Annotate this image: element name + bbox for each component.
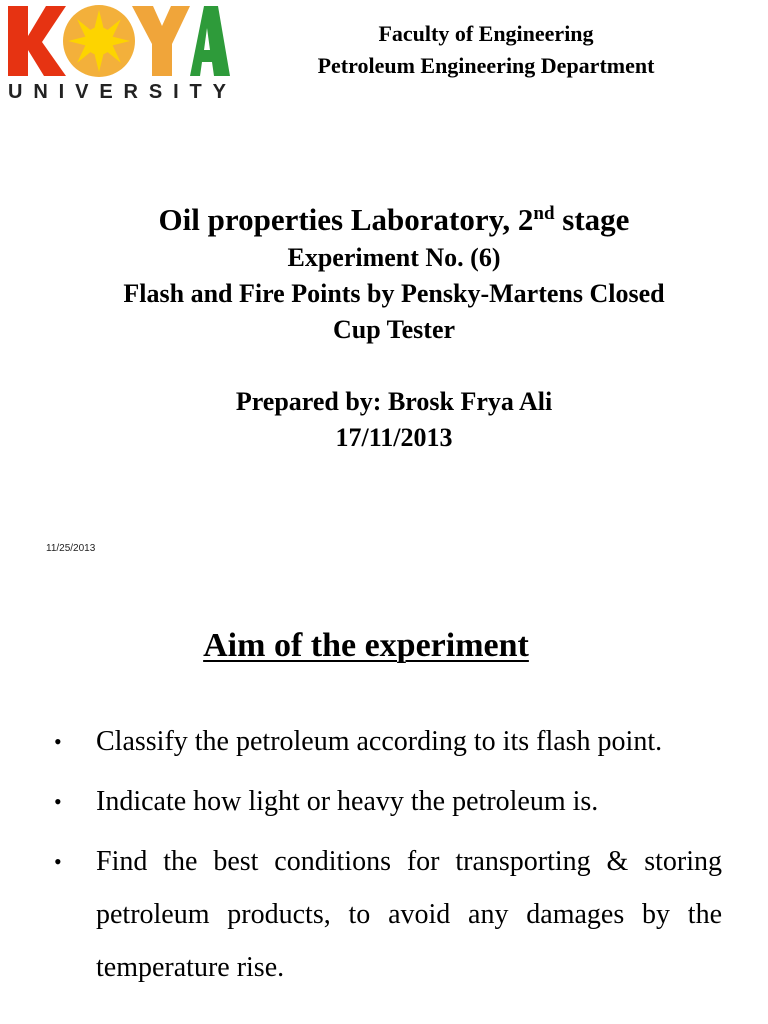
logo-letter-y	[132, 6, 190, 76]
koya-university-logo	[4, 2, 232, 102]
experiment-title-line1: Flash and Fire Points by Pensky-Martens Closed	[123, 279, 665, 308]
aim-list	[50, 725, 722, 1000]
prepared-by: Prepared by: Brosk Frya Ali	[235, 387, 553, 416]
aim-slide	[0, 575, 768, 1024]
faculty-name: Faculty of Engineering	[378, 21, 594, 46]
logo-university-text: UNIVERSITY	[8, 81, 226, 102]
logo-letter-k	[8, 6, 66, 76]
prepared-date: 17/11/2013	[335, 423, 453, 452]
aim-heading: Aim of the experiment	[203, 627, 529, 664]
logo-letter-a	[190, 6, 230, 76]
department-name: Petroleum Engineering Department	[317, 53, 655, 78]
bullet-icon: •	[54, 729, 62, 754]
slide-footer-date: 11/25/2013	[46, 543, 96, 554]
bullet-icon: •	[54, 849, 62, 874]
experiment-info	[0, 240, 768, 348]
list-item: • Find the best conditions for transporting & storing petroleum products, to avoid any damages by the temperature rise.	[50, 835, 722, 994]
author-info	[0, 384, 768, 456]
list-item: • Classify the petroleum according to its flash point.	[54, 726, 663, 757]
experiment-number: Experiment No. (6)	[287, 243, 501, 272]
logo-sun-icon	[63, 5, 135, 77]
list-item: • Indicate how light or heavy the petroleum is.	[54, 786, 599, 817]
title-superscript: nd	[533, 203, 555, 224]
faculty-header	[280, 18, 692, 82]
lab-title: Oil properties Laboratory, 2nd stage	[158, 202, 630, 237]
bullet-icon: •	[54, 789, 62, 814]
experiment-title-line2: Cup Tester	[332, 315, 456, 344]
